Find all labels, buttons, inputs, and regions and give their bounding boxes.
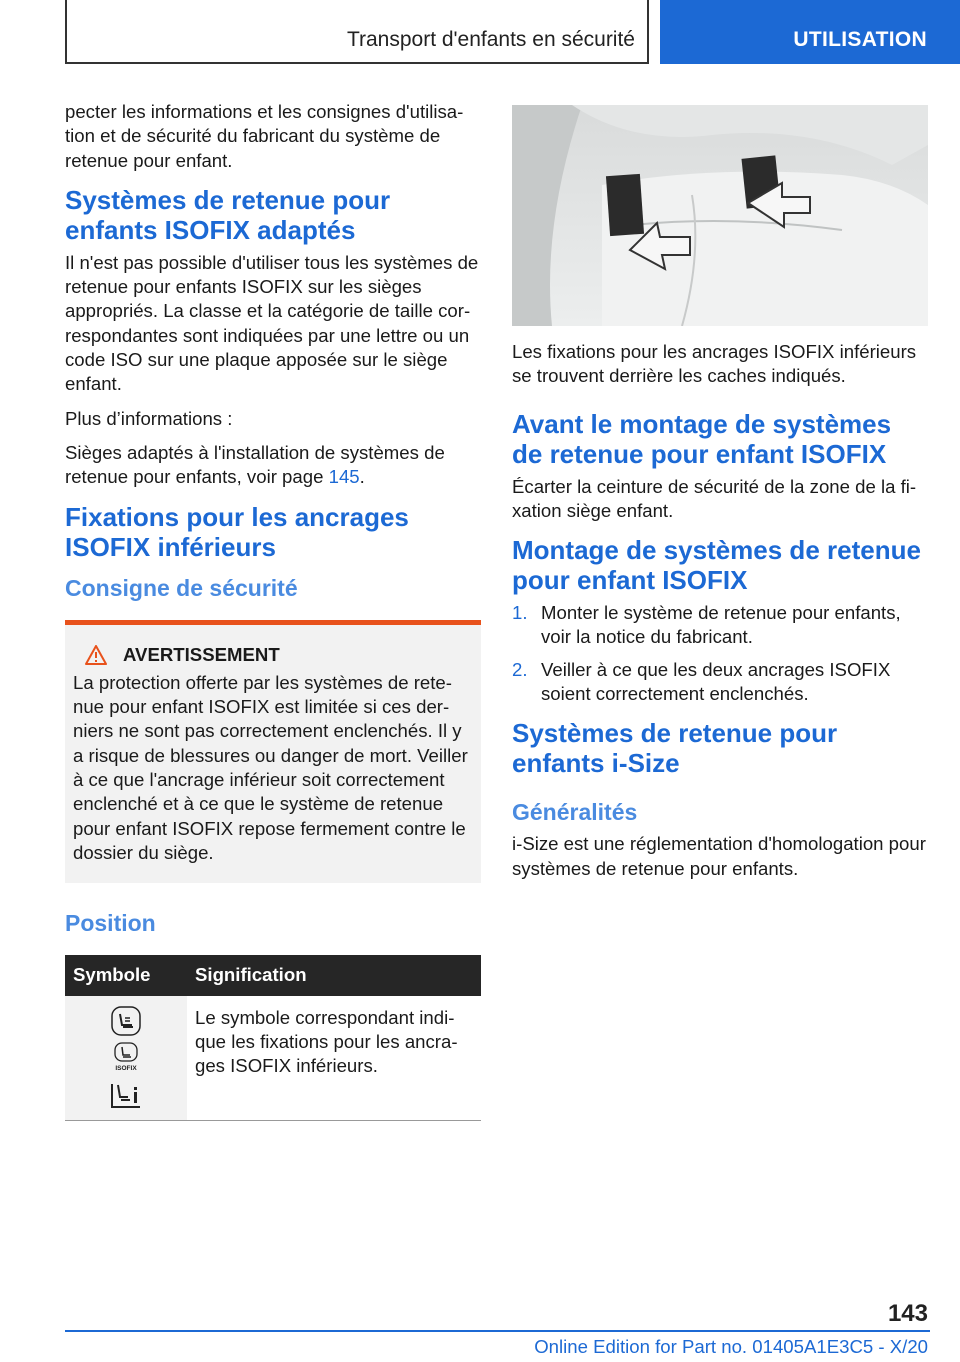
left-column [65,100,481,1121]
heading-isize: Systèmes de retenue pour enfants i-Size [512,718,838,779]
isofix-info-icon [111,1078,141,1108]
see-page-end: . [359,466,365,488]
warning-triangle-icon [85,645,107,665]
isofix-label: ISOFIX [115,1064,137,1072]
right-column [512,105,928,891]
heading-mounting: Montage de systèmes de retenue pour enfant ISOFIX [512,535,921,596]
warning-title: AVERTISSEMENT [123,643,280,665]
step-number: 2. [512,658,528,680]
warning-box [65,620,481,884]
table-row [65,996,481,1121]
table-header-row [65,955,481,995]
heading-general: Généralités [512,799,638,826]
table-cell-meaning: Le symbole correspondant indi-que les fixations pour les ancra-ges ISOFIX inférieurs. [195,1006,458,1077]
header-section-label: UTILISATION [793,28,927,51]
heading-position: Position [65,910,156,937]
mounting-steps [512,601,928,706]
warning-header [73,643,473,667]
intro-paragraph: pecter les informations et les consignes d'utilisa-tion et de sécurité du fabricant du système de retenue pour enfant. [65,101,464,171]
photo-caption: Les fixations pour les ancrages ISOFIX inférieurs se trouvent derrière les caches indiqués. [512,341,917,387]
table-header-symbol: Symbole [65,955,187,995]
page-number: 143 [887,1300,928,1327]
rear-seat-photo [512,105,928,326]
list-item [512,658,928,707]
header-title: Transport d'enfants en sécurité [346,28,635,51]
footer-divider [65,1330,930,1332]
step-number: 1. [512,602,528,624]
heading-safety-note: Consigne de sécurité [65,574,298,601]
header-title-box [65,0,649,64]
heading-lower-anchors: Fixations pour les ancrages ISOFIX inférieurs [65,501,409,562]
isofix-seat-icon [111,1006,141,1036]
before-paragraph: Écarter la ceinture de sécurité de la zone de la fi-xation siège enfant. [512,475,917,521]
footer-edition: Online Edition for Part no. 01405A1E3C5 - X/20 [534,1336,928,1357]
see-page-paragraph [65,441,481,490]
isofix-paragraph: Il n'est pas possible d'utiliser tous les systèmes de retenue pour enfants ISOFIX sur les sièges appropriés. La classe et la catégorie de taille cor-respondantes sont indiquées par une lettre ou un code ISO sur une plaque apposée sur le siège enfant. [65,251,479,395]
general-paragraph: i-Size est une réglementation d'homologation pour systèmes de retenue pour enfants. [512,833,926,879]
warning-text: La protection offerte par les systèmes de rete-nue pour enfant ISOFIX est limitée si ces der-niers ne sont pas correctement enclenchés. Il y a risque de blessures ou danger de mort. Veiller à ce que l'ancrage inférieur soit correctement enclenché et à ce que le système de retenue pour enfant ISOFIX repose fermement contre le dossier du siège. [73,671,468,863]
heading-before-mounting: Avant le montage de systèmes de retenue pour enfant ISOFIX [512,408,892,469]
see-page-text: Sièges adaptés à l'installation de systèmes de retenue pour enfants, voir page [65,441,445,488]
symbol-table [65,955,481,1120]
heading-isofix-systems: Systèmes de retenue pour enfants ISOFIX adaptés [65,184,391,245]
step-text: Veiller à ce que les deux ancrages ISOFIX soient correctement enclenchés. [541,658,891,705]
list-item [512,601,928,650]
table-cell-symbols [65,996,187,1121]
isofix-label-icon [111,1042,141,1072]
more-info-label: Plus d’informations : [65,407,233,429]
header-section-tab[interactable] [660,0,960,64]
step-text: Monter le système de retenue pour enfants, voir la notice du fabricant. [541,602,901,648]
table-header-meaning: Signification [187,955,481,995]
page-link[interactable]: 145 [328,466,360,488]
